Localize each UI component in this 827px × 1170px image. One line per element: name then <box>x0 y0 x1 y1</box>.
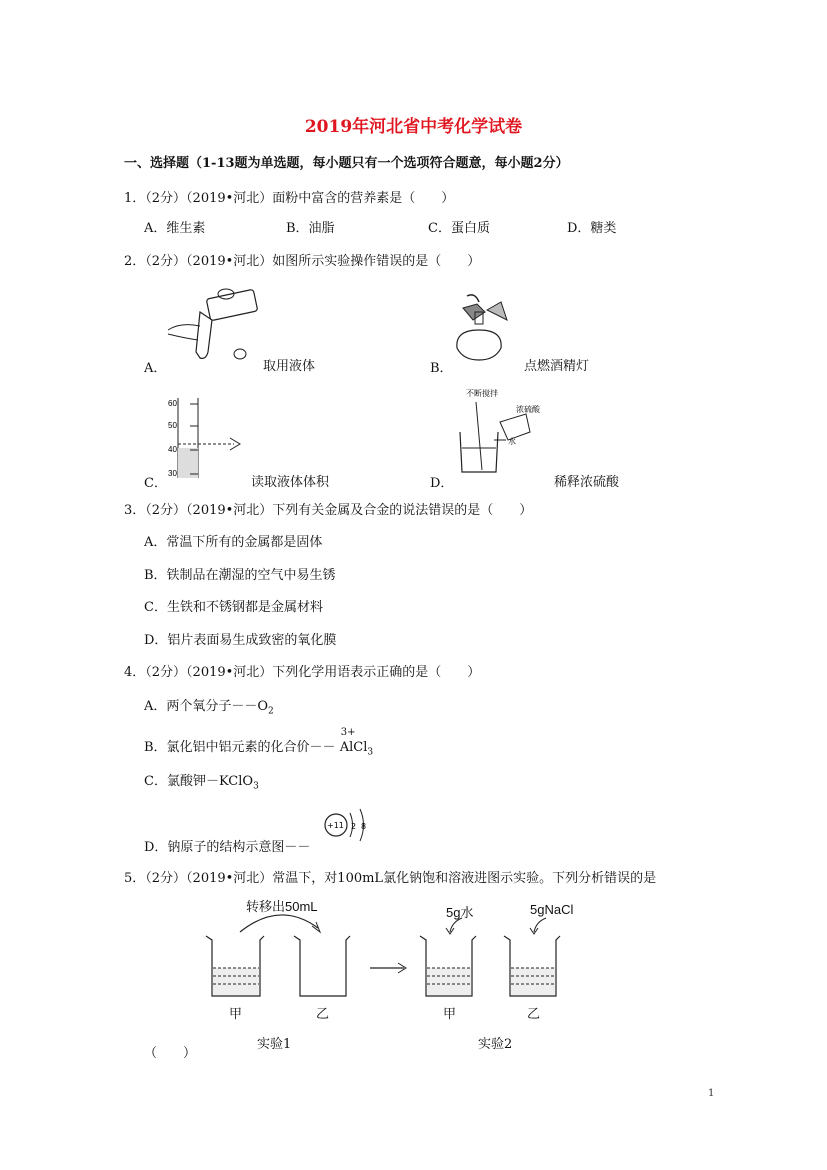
q4-option-b-rest: Cl <box>353 740 368 755</box>
cylinder-tick-30: 30 <box>168 469 177 478</box>
question-2-stem: 2．（2分）（2019•河北）如图所示实验操作错误的是（ ） <box>124 254 481 269</box>
q2-option-d-caption: 稀释浓硫酸 <box>554 475 620 490</box>
section-heading: 一、选择题（1-13题为单选题，每小题只有一个选项符合题意，每小题2分） <box>124 156 569 171</box>
q4-option-a <box>144 695 274 717</box>
q2-option-a-letter: A． <box>144 361 167 376</box>
exp1-beaker-jia-label: 甲 <box>229 1007 243 1022</box>
question-3-stem: 3．（2分）（2019•河北）下列有关金属及合金的说法错误的是（ ） <box>124 503 533 518</box>
q1-option-c: C．蛋白质 <box>428 221 490 236</box>
experiment-2-label: 实验2 <box>478 1037 513 1052</box>
q3-option-d: D．铝片表面易生成致密的氧化膜 <box>144 633 337 648</box>
q2-option-c-caption: 读取液体体积 <box>251 475 330 490</box>
label-acid: 浓硫酸 <box>516 405 540 414</box>
add-water-label: 5g水 <box>446 905 474 920</box>
q3-option-c: C．生铁和不锈钢都是金属材料 <box>144 600 323 615</box>
label-stir: 不断搅拌 <box>466 389 498 398</box>
exp1-beaker-yi-label: 乙 <box>316 1007 330 1022</box>
experiment-1-label: 实验1 <box>257 1037 292 1052</box>
question-5-stem: 5．（2分）（2019•河北）常温下，对100mL氯化钠饱和溶液进图示实验。下列分析错误的是 <box>124 871 657 886</box>
q4-option-b-valence: 3+ <box>340 727 356 738</box>
q4-option-b <box>144 727 374 758</box>
q3-option-b: B．铁制品在潮湿的空气中易生锈 <box>144 568 336 583</box>
paper-title: 2019年河北省中考化学试卷 <box>304 117 523 137</box>
cylinder-tick-40: 40 <box>168 445 177 454</box>
figure-b-alcohol-lamp <box>445 290 525 370</box>
q4-option-a-sub: 2 <box>268 706 274 717</box>
q2-option-b-letter: B． <box>430 361 453 376</box>
q4-option-a-text: A．两个氧分子－－O <box>144 699 269 714</box>
q4-option-b-sub: 3 <box>367 747 374 758</box>
q3-option-a: A．常温下所有的金属都是固体 <box>144 535 323 550</box>
q5-answer-paren: （ ） <box>144 1046 197 1061</box>
q2-option-c-letter: C． <box>144 476 167 491</box>
q2-option-d-letter: D． <box>430 476 454 491</box>
q1-option-a: A．维生素 <box>144 221 206 236</box>
shell-2-electrons: 8 <box>361 822 367 831</box>
q4-option-b-text: B．氯化铝中铝元素的化合价－－ <box>144 740 336 755</box>
exp2-beaker-yi-label: 乙 <box>527 1007 541 1022</box>
q2-option-b-caption: 点燃酒精灯 <box>524 359 590 374</box>
cylinder-tick-60: 60 <box>168 399 177 408</box>
q4-option-c-text: C．氯酸钾－KClO <box>144 774 254 789</box>
figure-a-pouring-liquid <box>160 282 270 367</box>
page-number: 1 <box>708 1088 715 1099</box>
q2-option-a-caption: 取用液体 <box>263 359 316 374</box>
question-1-stem: 1．（2分）（2019•河北）面粉中富含的营养素是（ ） <box>124 191 455 206</box>
shell-1-electrons: 2 <box>351 822 357 831</box>
q4-option-d-text: D．钠原子的结构示意图－－ <box>144 840 311 855</box>
label-water: 水 <box>508 437 516 446</box>
figure-c-graduated-cylinder <box>168 396 258 480</box>
question-4-stem: 4．（2分）（2019•河北）下列化学用语表示正确的是（ ） <box>124 665 481 680</box>
sodium-atom-diagram <box>322 805 368 845</box>
q1-option-b: B．油脂 <box>286 221 335 236</box>
q4-option-c-sub: 3 <box>253 781 259 792</box>
nucleus-charge: +11 <box>327 821 344 830</box>
transfer-label: 转移出50mL <box>246 899 318 914</box>
cylinder-tick-50: 50 <box>168 421 177 430</box>
q4-option-c <box>144 770 259 792</box>
figure-d-diluting-acid <box>452 388 552 484</box>
q1-option-d: D．糖类 <box>567 221 617 236</box>
add-nacl-label: 5gNaCl <box>530 902 574 917</box>
exp2-beaker-jia-label: 甲 <box>443 1007 457 1022</box>
q4-option-b-base: Al <box>339 740 354 755</box>
